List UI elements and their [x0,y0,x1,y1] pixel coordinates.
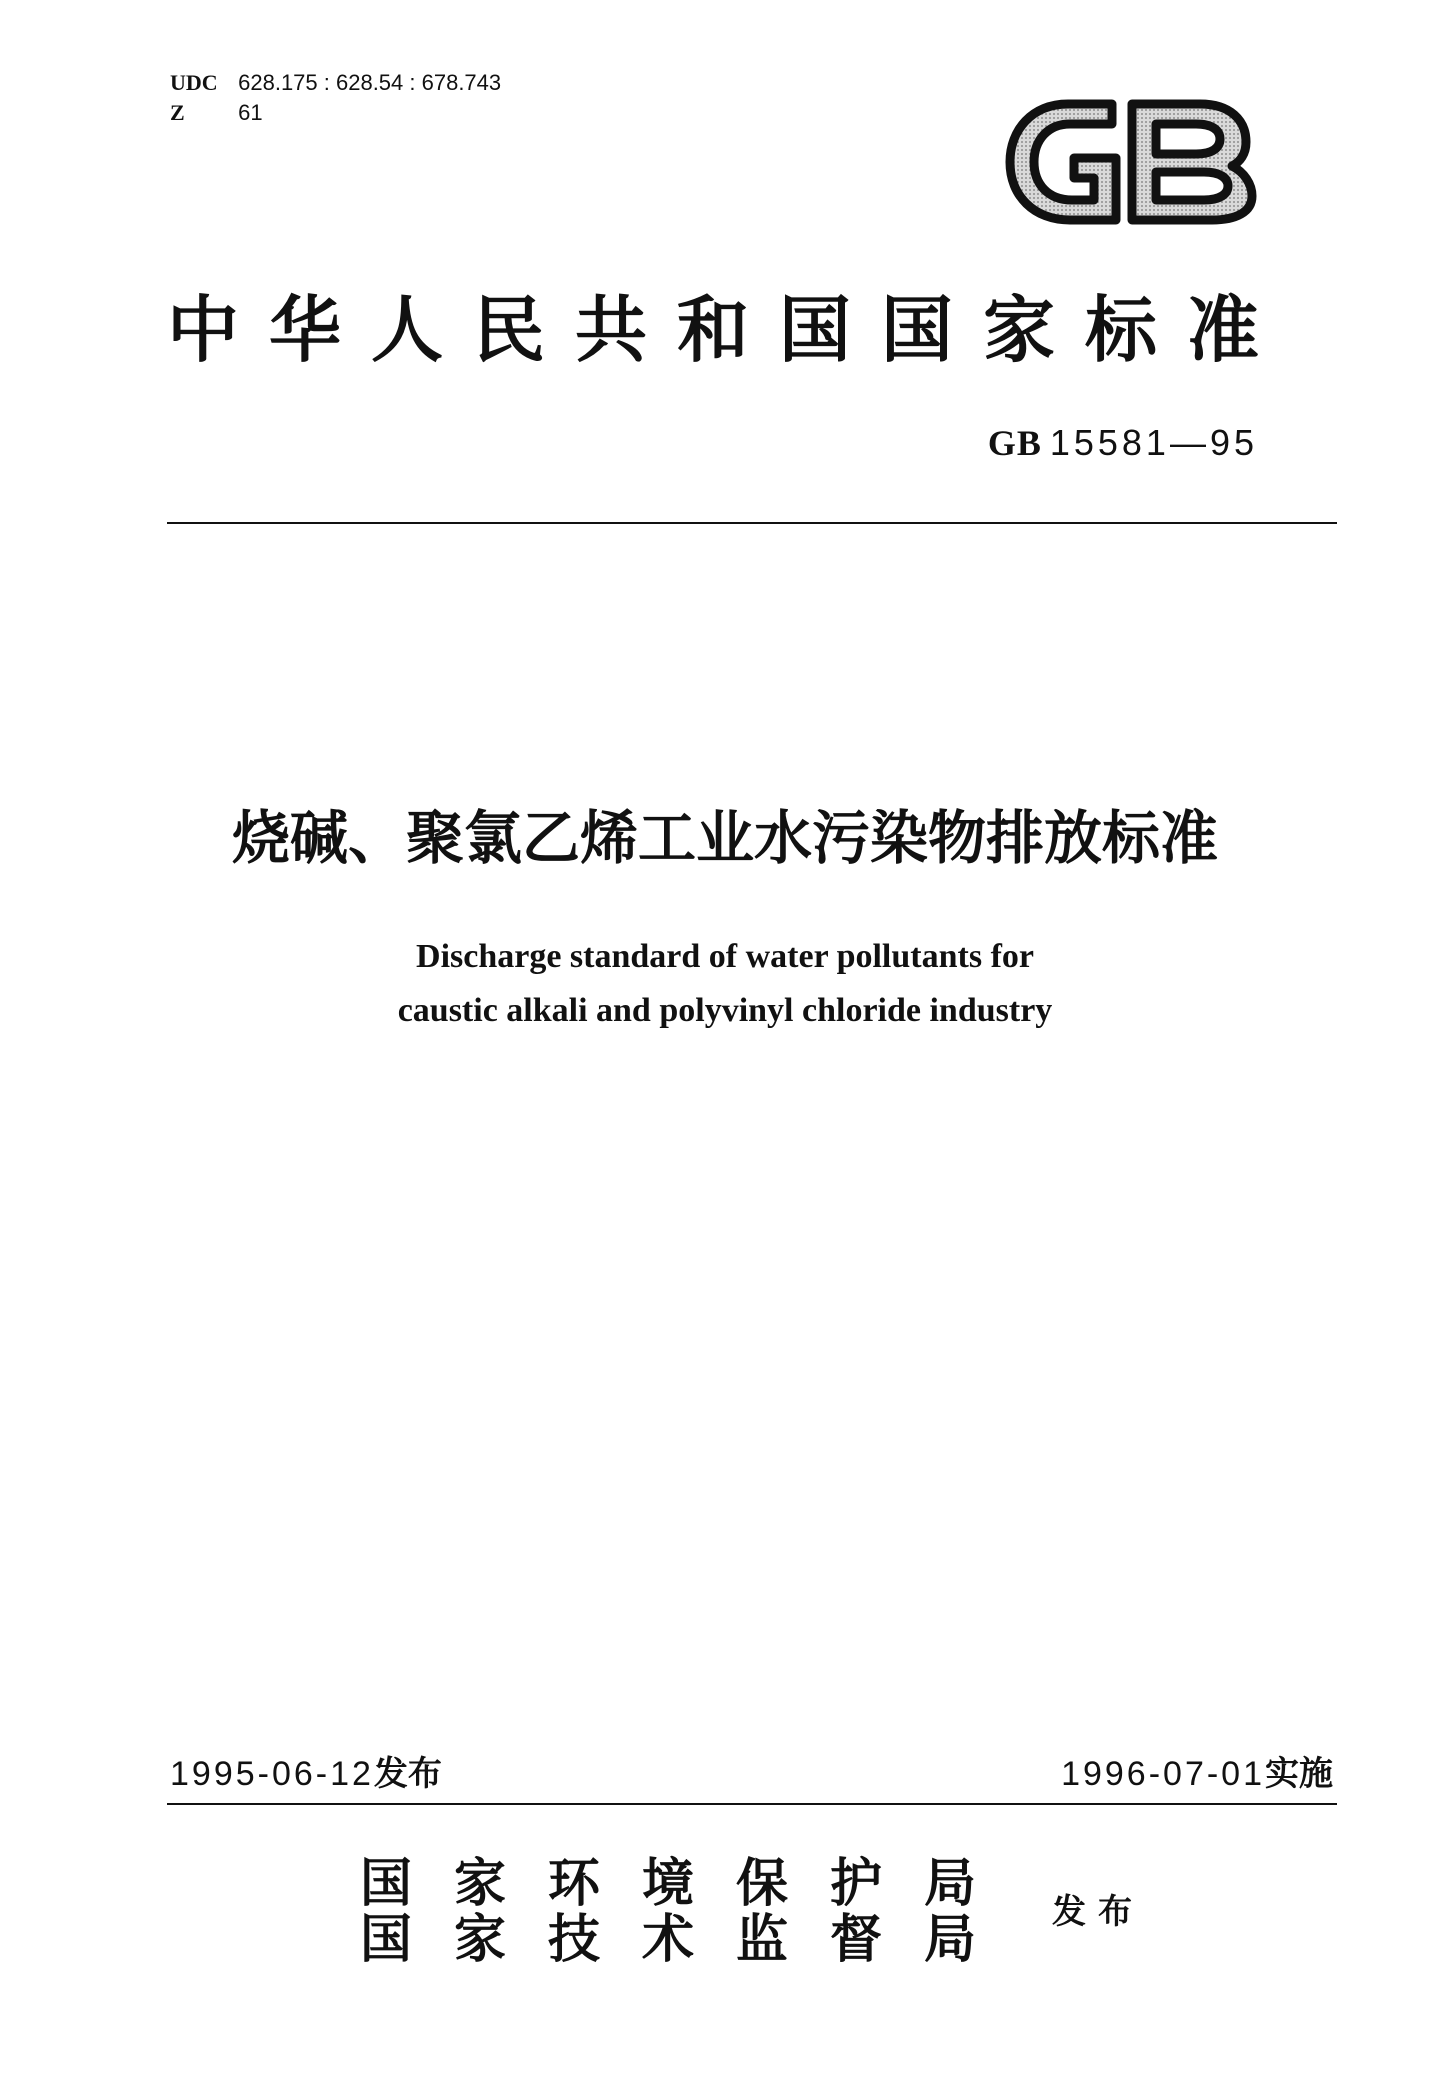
top-divider [167,522,1337,524]
issue-date-label: 发布 [373,1754,442,1794]
udc-line [170,68,501,98]
standard-number [988,422,1258,464]
title-english [0,930,1450,1038]
standard-type-heading: 中华人民共和国国家标准 [167,287,1290,372]
issue-date [170,1752,442,1796]
udc-label: UDC [170,70,218,95]
z-label: Z [170,100,185,125]
issue-action: 发布 [1052,1892,1144,1932]
z-line [170,98,501,128]
gb-logo [1000,92,1260,232]
gb-logo-g-shape [1010,104,1116,220]
issuing-authorities [360,1853,1019,1970]
issuer-technical-supervision: 国家技术监督局 [360,1909,1019,1970]
bottom-divider [167,1803,1337,1805]
issue-date-value: 1995-06-12 [170,1755,374,1793]
issuer-environmental-protection: 国家环境保护局 [360,1853,1019,1914]
classification-codes [170,68,501,128]
title-english-line-2: caustic alkali and polyvinyl chloride industry [397,992,1053,1029]
standard-number-prefix: GB [987,423,1042,463]
z-value: 61 [238,100,263,125]
implementation-date [1061,1752,1333,1796]
gb-logo-b-shape [1132,104,1252,220]
title-chinese: 烧碱、聚氯乙烯工业水污染物排放标准 [231,804,1218,872]
title-english-line-1: Discharge standard of water pollutants for [416,938,1034,975]
implementation-date-value: 1996-07-01 [1061,1755,1265,1793]
implementation-date-label: 实施 [1265,1754,1333,1794]
udc-value: 628.175 : 628.54 : 678.743 [238,70,502,95]
standard-number-value: 15581—95 [1049,422,1258,463]
